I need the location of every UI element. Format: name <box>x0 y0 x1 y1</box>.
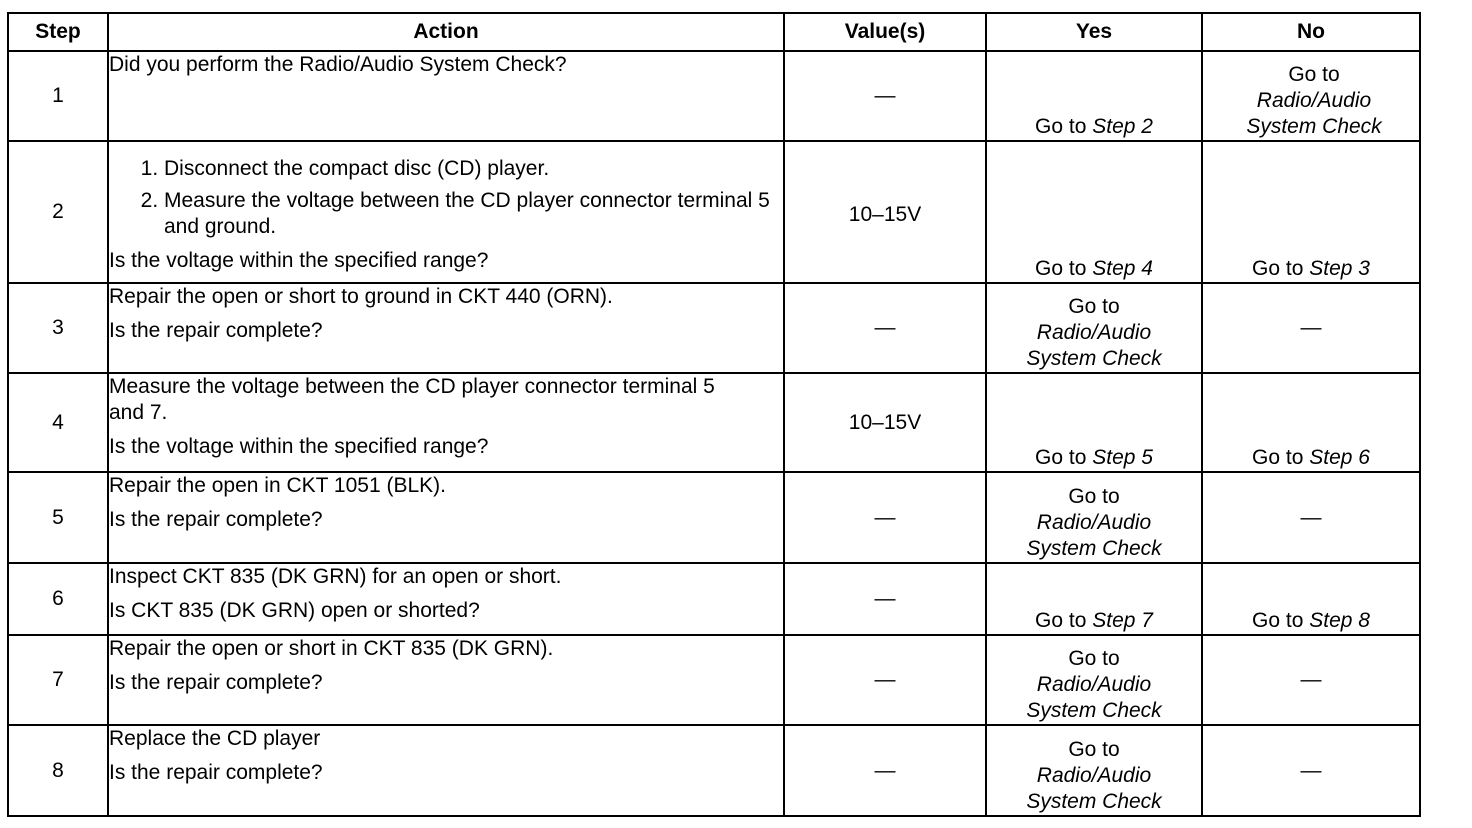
yes-ref: Step 4 <box>1092 257 1153 280</box>
table-row <box>8 563 1420 635</box>
yes-cell <box>986 563 1202 635</box>
no-cell: — <box>1202 725 1420 816</box>
action-instruction: Inspect CKT 835 (DK GRN) for an open or short. <box>109 565 562 588</box>
action-cell <box>108 725 784 816</box>
yes-ref: Step 7 <box>1092 609 1153 632</box>
action-question: Is the repair complete? <box>109 761 323 784</box>
table-row <box>8 283 1420 373</box>
action-instruction: Repair the open in CKT 1051 (BLK). <box>109 474 446 497</box>
action-cell <box>108 472 784 563</box>
action-cell <box>108 563 784 635</box>
action-list <box>109 156 783 240</box>
step-number: 3 <box>8 283 108 373</box>
header-action: Action <box>108 13 784 51</box>
header-no: No <box>1202 13 1420 51</box>
no-cell: — <box>1202 472 1420 563</box>
action-cell <box>108 635 784 725</box>
action-list-item: 1. Disconnect the compact disc (CD) player. <box>164 156 783 182</box>
yes-cell <box>986 725 1202 816</box>
no-prefix: Go to <box>1252 609 1304 632</box>
yes-prefix: Go to <box>1068 647 1120 670</box>
yes-prefix: Go to <box>1068 738 1120 761</box>
yes-cell <box>986 472 1202 563</box>
action-cell <box>108 373 784 472</box>
step-number: 7 <box>8 635 108 725</box>
action-cell <box>108 51 784 141</box>
no-prefix: Go to <box>1252 257 1304 280</box>
header-values: Value(s) <box>784 13 986 51</box>
yes-cell <box>986 373 1202 472</box>
yes-prefix: Go to <box>1035 446 1087 469</box>
action-question: Is the voltage within the specified range? <box>109 249 489 272</box>
yes-ref: Radio/Audio System Check <box>1026 511 1162 560</box>
action-cell <box>108 141 784 283</box>
action-question: Is the repair complete? <box>109 508 323 531</box>
action-question: Is the repair complete? <box>109 319 323 342</box>
no-cell <box>1202 51 1420 141</box>
table-row <box>8 51 1420 141</box>
no-cell <box>1202 141 1420 283</box>
value-cell: — <box>784 725 986 816</box>
action-list-item: 2. Measure the voltage between the CD player connector terminal 5 and ground. <box>164 188 783 240</box>
step-number: 6 <box>8 563 108 635</box>
action-instruction: Repair the open or short to ground in CKT 440 (ORN). <box>109 285 613 308</box>
value-cell: 10–15V <box>784 141 986 283</box>
table-row <box>8 725 1420 816</box>
action-instruction: Did you perform the Radio/Audio System Check? <box>109 53 567 76</box>
yes-cell <box>986 51 1202 141</box>
yes-prefix: Go to <box>1068 485 1120 508</box>
no-cell: — <box>1202 283 1420 373</box>
no-prefix: Go to <box>1252 446 1304 469</box>
value-cell: 10–15V <box>784 373 986 472</box>
action-instruction: Repair the open or short in CKT 835 (DK GRN). <box>109 637 554 660</box>
value-cell: — <box>784 472 986 563</box>
header-row <box>8 13 1420 51</box>
action-question: Is the repair complete? <box>109 671 323 694</box>
no-prefix: Go to <box>1288 63 1340 86</box>
step-number: 4 <box>8 373 108 472</box>
no-ref: Step 6 <box>1309 446 1370 469</box>
yes-ref: Radio/Audio System Check <box>1026 321 1162 370</box>
value-cell: — <box>784 635 986 725</box>
header-yes: Yes <box>986 13 1202 51</box>
yes-ref: Step 5 <box>1092 446 1153 469</box>
yes-prefix: Go to <box>1035 609 1087 632</box>
value-cell: — <box>784 51 986 141</box>
yes-prefix: Go to <box>1068 295 1120 318</box>
value-cell: — <box>784 563 986 635</box>
action-question: Is CKT 835 (DK GRN) open or shorted? <box>109 599 480 622</box>
value-cell: — <box>784 283 986 373</box>
action-instruction: Replace the CD player <box>109 727 321 750</box>
yes-ref: Radio/Audio System Check <box>1026 764 1162 813</box>
action-question: Is the voltage within the specified range? <box>109 435 489 458</box>
table-row <box>8 472 1420 563</box>
step-number: 5 <box>8 472 108 563</box>
yes-prefix: Go to <box>1035 115 1087 138</box>
table-row <box>8 373 1420 472</box>
no-ref: Step 3 <box>1309 257 1370 280</box>
no-ref: Radio/Audio System Check <box>1246 89 1382 138</box>
action-instruction: Measure the voltage between the CD player connector terminal 5 and 7. <box>109 375 715 424</box>
yes-cell <box>986 141 1202 283</box>
no-cell <box>1202 563 1420 635</box>
yes-cell <box>986 635 1202 725</box>
yes-ref: Step 2 <box>1092 115 1153 138</box>
action-cell <box>108 283 784 373</box>
header-step: Step <box>8 13 108 51</box>
diagnostic-table <box>7 12 1421 817</box>
no-cell <box>1202 373 1420 472</box>
yes-prefix: Go to <box>1035 257 1087 280</box>
table-row <box>8 635 1420 725</box>
table-row <box>8 141 1420 283</box>
no-ref: Step 8 <box>1309 609 1370 632</box>
yes-ref: Radio/Audio System Check <box>1026 673 1162 722</box>
yes-cell <box>986 283 1202 373</box>
step-number: 8 <box>8 725 108 816</box>
no-cell: — <box>1202 635 1420 725</box>
step-number: 2 <box>8 141 108 283</box>
step-number: 1 <box>8 51 108 141</box>
